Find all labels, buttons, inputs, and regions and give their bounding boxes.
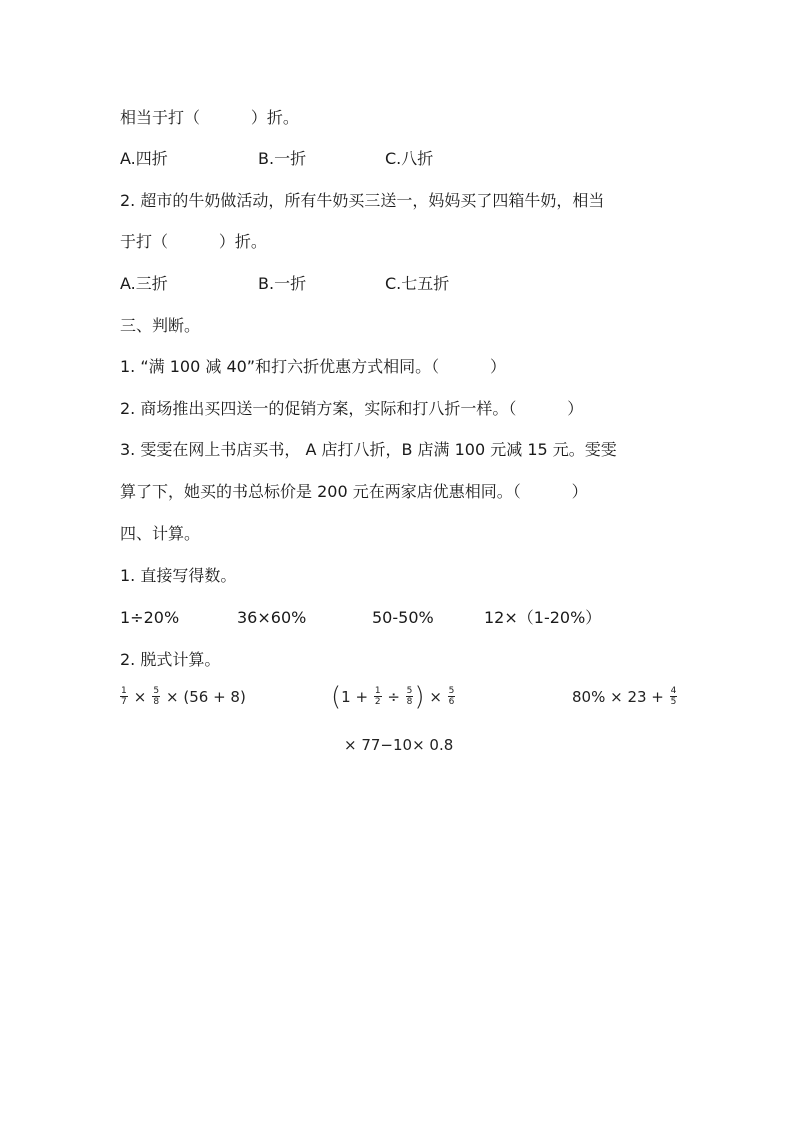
direct-calc-heading: 1. 直接写得数。	[120, 566, 237, 585]
fraction: $\frac{5}{8}$	[153, 686, 160, 707]
judge-item-3-line-2: 算了下，她买的书总标价是 200 元在两家店优惠相同。（ ）	[120, 482, 588, 501]
judge-item-2: 2. 商场推出买四送一的促销方案，实际和打八折一样。（ ）	[120, 399, 584, 418]
stepwise-calc-heading: 2. 脱式计算。	[120, 650, 221, 669]
fraction: $\frac{1}{7}$	[121, 686, 127, 707]
fraction: $\frac{4}{5}$	[670, 686, 677, 707]
judge-item-3-line-1: 3. 雯雯在网上书店买书， A 店打八折，B 店满 100 元减 15 元。雯雯	[120, 440, 617, 459]
option-b: B.一折	[258, 149, 307, 168]
question-2-line-1: 2. 超市的牛奶做活动，所有牛奶买三送一，妈妈买了四箱牛奶，相当	[120, 191, 605, 210]
judge-item-1: 1. “满 100 减 40”和打六折优惠方式相同。（ ）	[120, 357, 506, 376]
stepwise-expression-2: ( 1 + $\frac{1}{2}$ ÷ $\frac{5}{8}$ ) × $\frac{5}{6}$	[331, 681, 455, 712]
option-c: C.八折	[385, 149, 434, 168]
stepwise-expression-1: $\frac{1}{7}$ × $\frac{5}{8}$ × (56 + 8)	[121, 686, 246, 707]
direct-calc-item: 1÷20%	[120, 608, 180, 627]
stepwise-expression-3: 80% × 23 + $\frac{4}{5}$	[572, 686, 677, 707]
section-4-title: 四、计算。	[120, 524, 201, 543]
option-c: C.七五折	[385, 274, 450, 293]
question-tail-line: 相当于打（ ）折。	[120, 108, 299, 127]
direct-calc-item: 12×（1-20%）	[484, 608, 602, 627]
question-2-line-2: 于打（ ）折。	[120, 232, 267, 251]
fraction: $\frac{5}{8}$	[406, 686, 413, 707]
option-b: B.一折	[258, 274, 307, 293]
direct-calc-item: 50-50%	[372, 608, 434, 627]
fraction: $\frac{5}{6}$	[448, 686, 455, 707]
direct-calc-item: 36×60%	[237, 608, 307, 627]
section-3-title: 三、判断。	[120, 316, 201, 335]
fraction: $\frac{1}{2}$	[374, 686, 381, 707]
option-a: A.四折	[120, 149, 168, 168]
option-a: A.三折	[120, 274, 168, 293]
stepwise-expression-4: × 77−10× 0.8	[344, 736, 454, 754]
